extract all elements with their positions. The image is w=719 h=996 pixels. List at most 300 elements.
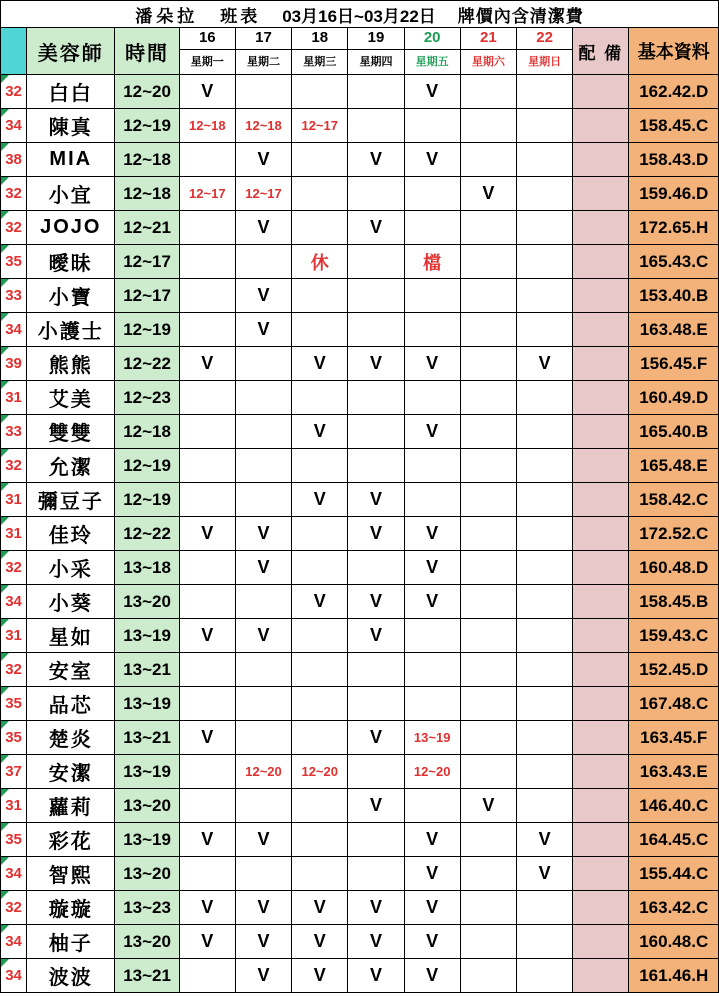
day-cell-21[interactable] bbox=[460, 687, 516, 721]
stylist-name: 熊熊 bbox=[27, 347, 115, 381]
day-cell-17[interactable]: 12~18 bbox=[235, 109, 291, 143]
day-cell-18[interactable]: V bbox=[292, 585, 348, 619]
day-cell-17[interactable]: V bbox=[235, 517, 291, 551]
work-time: 12~19 bbox=[115, 449, 179, 483]
day-cell-20[interactable] bbox=[404, 789, 460, 823]
day-cell-18[interactable]: V bbox=[292, 483, 348, 517]
day-cell-21[interactable] bbox=[460, 143, 516, 177]
day-cell-20[interactable] bbox=[404, 313, 460, 347]
day-cell-21[interactable] bbox=[460, 347, 516, 381]
day-cell-17[interactable]: V bbox=[235, 891, 291, 925]
day-cell-19[interactable] bbox=[348, 449, 404, 483]
day-cell-18[interactable]: V bbox=[292, 925, 348, 959]
work-time: 13~19 bbox=[115, 755, 179, 789]
stylist-name: 璇璇 bbox=[27, 891, 115, 925]
day-cell-16[interactable]: V bbox=[179, 619, 235, 653]
day-cell-20[interactable] bbox=[404, 449, 460, 483]
day-cell-16[interactable] bbox=[179, 211, 235, 245]
work-time: 12~21 bbox=[115, 211, 179, 245]
header-note: 配 備 bbox=[573, 28, 629, 75]
header-row bbox=[1, 28, 719, 75]
day-cell-22[interactable] bbox=[517, 483, 573, 517]
day-cell-18[interactable] bbox=[292, 177, 348, 211]
work-time: 13~20 bbox=[115, 789, 179, 823]
day-cell-17[interactable] bbox=[235, 585, 291, 619]
day-cell-20[interactable] bbox=[404, 687, 460, 721]
day-cell-20[interactable]: V bbox=[404, 925, 460, 959]
day-cell-20[interactable] bbox=[404, 381, 460, 415]
day-cell-22[interactable]: V bbox=[517, 823, 573, 857]
day-cell-22[interactable] bbox=[517, 381, 573, 415]
day-cell-21[interactable]: V bbox=[460, 177, 516, 211]
day-cell-16[interactable]: 12~17 bbox=[179, 177, 235, 211]
day-cell-17[interactable] bbox=[235, 381, 291, 415]
schedule-label: 班表 bbox=[220, 6, 261, 26]
stylist-name: 品芯 bbox=[27, 687, 115, 721]
day-cell-18[interactable] bbox=[292, 857, 348, 891]
work-time: 12~19 bbox=[115, 483, 179, 517]
day-cell-16[interactable]: V bbox=[179, 925, 235, 959]
day-cell-22[interactable] bbox=[517, 585, 573, 619]
base-info: 161.46.H bbox=[629, 959, 719, 993]
header-index bbox=[1, 28, 27, 75]
day-cell-16[interactable]: V bbox=[179, 75, 235, 109]
day-cell-20[interactable]: V bbox=[404, 415, 460, 449]
day-cell-16[interactable] bbox=[179, 755, 235, 789]
row-index: 31 bbox=[1, 789, 27, 823]
day-cell-17[interactable]: 12~17 bbox=[235, 177, 291, 211]
day-cell-17[interactable]: V bbox=[235, 551, 291, 585]
table-row bbox=[1, 619, 719, 653]
title-cell bbox=[1, 1, 719, 28]
work-time: 12~22 bbox=[115, 517, 179, 551]
base-info: 159.46.D bbox=[629, 177, 719, 211]
day-cell-20[interactable]: V bbox=[404, 891, 460, 925]
row-index: 31 bbox=[1, 619, 27, 653]
equipment-note bbox=[573, 279, 629, 313]
row-index: 34 bbox=[1, 857, 27, 891]
day-cell-16[interactable] bbox=[179, 279, 235, 313]
day-cell-18[interactable] bbox=[292, 551, 348, 585]
day-cell-19[interactable] bbox=[348, 245, 404, 279]
day-cell-16[interactable] bbox=[179, 551, 235, 585]
table-row bbox=[1, 313, 719, 347]
work-time: 12~19 bbox=[115, 313, 179, 347]
day-cell-16[interactable]: V bbox=[179, 891, 235, 925]
row-index: 32 bbox=[1, 653, 27, 687]
stylist-name: 安潔 bbox=[27, 755, 115, 789]
day-cell-22[interactable] bbox=[517, 143, 573, 177]
day-cell-21[interactable] bbox=[460, 109, 516, 143]
table-row bbox=[1, 177, 719, 211]
equipment-note bbox=[573, 449, 629, 483]
day-cell-21[interactable] bbox=[460, 75, 516, 109]
work-time: 13~21 bbox=[115, 959, 179, 993]
day-cell-20[interactable] bbox=[404, 653, 460, 687]
day-cell-22[interactable] bbox=[517, 891, 573, 925]
day-cell-16[interactable] bbox=[179, 653, 235, 687]
day-cell-18[interactable] bbox=[292, 653, 348, 687]
day-cell-20[interactable]: V bbox=[404, 75, 460, 109]
day-cell-21[interactable] bbox=[460, 517, 516, 551]
day-cell-19[interactable] bbox=[348, 381, 404, 415]
table-row bbox=[1, 245, 719, 279]
row-index: 35 bbox=[1, 687, 27, 721]
day-cell-22[interactable] bbox=[517, 789, 573, 823]
day-cell-19[interactable]: V bbox=[348, 143, 404, 177]
equipment-note bbox=[573, 551, 629, 585]
table-row bbox=[1, 891, 719, 925]
day-cell-17[interactable] bbox=[235, 449, 291, 483]
day-cell-17[interactable] bbox=[235, 245, 291, 279]
stylist-name: 彌豆子 bbox=[27, 483, 115, 517]
day-cell-20[interactable] bbox=[404, 177, 460, 211]
row-index: 32 bbox=[1, 449, 27, 483]
day-cell-17[interactable]: V bbox=[235, 211, 291, 245]
row-index: 35 bbox=[1, 245, 27, 279]
day-cell-17[interactable] bbox=[235, 687, 291, 721]
day-cell-21[interactable] bbox=[460, 211, 516, 245]
day-cell-16[interactable] bbox=[179, 585, 235, 619]
day-cell-22[interactable] bbox=[517, 653, 573, 687]
day-cell-19[interactable] bbox=[348, 653, 404, 687]
day-cell-16[interactable] bbox=[179, 245, 235, 279]
work-time: 12~17 bbox=[115, 279, 179, 313]
day-cell-17[interactable] bbox=[235, 721, 291, 755]
day-cell-21[interactable] bbox=[460, 721, 516, 755]
day-cell-18[interactable] bbox=[292, 721, 348, 755]
header-day-18 bbox=[292, 28, 348, 75]
base-info: 158.45.C bbox=[629, 109, 719, 143]
day-cell-18[interactable]: 休 bbox=[292, 245, 348, 279]
stylist-name: 蘿莉 bbox=[27, 789, 115, 823]
table-row bbox=[1, 211, 719, 245]
stylist-name: 安室 bbox=[27, 653, 115, 687]
base-info: 172.52.C bbox=[629, 517, 719, 551]
table-row bbox=[1, 347, 719, 381]
day-cell-22[interactable] bbox=[517, 109, 573, 143]
row-index: 34 bbox=[1, 313, 27, 347]
base-info: 165.43.C bbox=[629, 245, 719, 279]
stylist-name: 波波 bbox=[27, 959, 115, 993]
day-cell-19[interactable] bbox=[348, 75, 404, 109]
day-cell-19[interactable] bbox=[348, 755, 404, 789]
day-cell-19[interactable]: V bbox=[348, 721, 404, 755]
day-cell-16[interactable] bbox=[179, 857, 235, 891]
day-cell-16[interactable] bbox=[179, 959, 235, 993]
day-cell-22[interactable] bbox=[517, 313, 573, 347]
day-cell-16[interactable] bbox=[179, 449, 235, 483]
day-cell-19[interactable] bbox=[348, 415, 404, 449]
day-cell-19[interactable] bbox=[348, 857, 404, 891]
day-cell-17[interactable]: V bbox=[235, 143, 291, 177]
day-cell-22[interactable] bbox=[517, 687, 573, 721]
day-cell-21[interactable] bbox=[460, 551, 516, 585]
table-row bbox=[1, 857, 719, 891]
day-cell-20[interactable] bbox=[404, 109, 460, 143]
day-cell-19[interactable] bbox=[348, 823, 404, 857]
day-cell-18[interactable] bbox=[292, 381, 348, 415]
day-cell-18[interactable]: 12~20 bbox=[292, 755, 348, 789]
day-cell-20[interactable] bbox=[404, 483, 460, 517]
day-cell-22[interactable] bbox=[517, 245, 573, 279]
day-cell-17[interactable]: 12~20 bbox=[235, 755, 291, 789]
base-info: 165.48.E bbox=[629, 449, 719, 483]
day-cell-21[interactable] bbox=[460, 415, 516, 449]
table-row bbox=[1, 687, 719, 721]
day-cell-19[interactable] bbox=[348, 279, 404, 313]
table-row bbox=[1, 279, 719, 313]
equipment-note bbox=[573, 891, 629, 925]
day-cell-16[interactable]: V bbox=[179, 823, 235, 857]
row-index: 33 bbox=[1, 279, 27, 313]
day-cell-18[interactable]: V bbox=[292, 959, 348, 993]
row-index: 37 bbox=[1, 755, 27, 789]
day-cell-20[interactable] bbox=[404, 619, 460, 653]
day-cell-22[interactable] bbox=[517, 177, 573, 211]
shop-name: 潘朵拉 bbox=[135, 6, 199, 26]
day-cell-16[interactable] bbox=[179, 789, 235, 823]
day-cell-18[interactable] bbox=[292, 619, 348, 653]
day-cell-16[interactable]: V bbox=[179, 517, 235, 551]
stylist-name: 小宜 bbox=[27, 177, 115, 211]
work-time: 13~20 bbox=[115, 857, 179, 891]
day-cell-16[interactable]: V bbox=[179, 347, 235, 381]
day-cell-21[interactable] bbox=[460, 313, 516, 347]
day-cell-17[interactable]: V bbox=[235, 823, 291, 857]
stylist-name: 艾美 bbox=[27, 381, 115, 415]
day-cell-18[interactable] bbox=[292, 789, 348, 823]
base-info: 167.48.C bbox=[629, 687, 719, 721]
day-cell-18[interactable]: 12~17 bbox=[292, 109, 348, 143]
day-cell-17[interactable] bbox=[235, 789, 291, 823]
day-cell-18[interactable] bbox=[292, 687, 348, 721]
equipment-note bbox=[573, 415, 629, 449]
day-cell-17[interactable] bbox=[235, 653, 291, 687]
day-cell-20[interactable]: V bbox=[404, 143, 460, 177]
row-index: 31 bbox=[1, 517, 27, 551]
day-cell-16[interactable]: 12~18 bbox=[179, 109, 235, 143]
day-cell-18[interactable] bbox=[292, 823, 348, 857]
day-cell-17[interactable]: V bbox=[235, 279, 291, 313]
day-cell-19[interactable]: V bbox=[348, 959, 404, 993]
day-cell-19[interactable]: V bbox=[348, 211, 404, 245]
stylist-name: 楚炎 bbox=[27, 721, 115, 755]
day-cell-18[interactable] bbox=[292, 279, 348, 313]
day-cell-18[interactable] bbox=[292, 313, 348, 347]
row-index: 34 bbox=[1, 109, 27, 143]
stylist-name: JOJO bbox=[27, 211, 115, 245]
work-time: 12~22 bbox=[115, 347, 179, 381]
day-cell-20[interactable]: 12~20 bbox=[404, 755, 460, 789]
day-cell-19[interactable] bbox=[348, 313, 404, 347]
equipment-note bbox=[573, 721, 629, 755]
day-cell-17[interactable]: V bbox=[235, 619, 291, 653]
work-time: 13~23 bbox=[115, 891, 179, 925]
day-cell-22[interactable]: V bbox=[517, 347, 573, 381]
day-cell-20[interactable]: V bbox=[404, 517, 460, 551]
day-cell-21[interactable] bbox=[460, 653, 516, 687]
day-cell-22[interactable] bbox=[517, 619, 573, 653]
day-cell-20[interactable]: V bbox=[404, 551, 460, 585]
day-cell-22[interactable] bbox=[517, 415, 573, 449]
day-number: 19 bbox=[348, 29, 403, 50]
day-cell-19[interactable]: V bbox=[348, 517, 404, 551]
row-index: 35 bbox=[1, 823, 27, 857]
day-cell-17[interactable] bbox=[235, 415, 291, 449]
day-cell-18[interactable]: V bbox=[292, 347, 348, 381]
base-info: 163.45.F bbox=[629, 721, 719, 755]
base-info: 152.45.D bbox=[629, 653, 719, 687]
day-cell-22[interactable] bbox=[517, 755, 573, 789]
stylist-name: 佳玲 bbox=[27, 517, 115, 551]
header-day-20 bbox=[404, 28, 460, 75]
work-time: 13~18 bbox=[115, 551, 179, 585]
day-cell-22[interactable] bbox=[517, 279, 573, 313]
base-info: 153.40.B bbox=[629, 279, 719, 313]
table-row bbox=[1, 415, 719, 449]
day-cell-19[interactable]: V bbox=[348, 483, 404, 517]
day-cell-18[interactable] bbox=[292, 517, 348, 551]
day-cell-19[interactable] bbox=[348, 687, 404, 721]
day-cell-16[interactable] bbox=[179, 143, 235, 177]
equipment-note bbox=[573, 517, 629, 551]
day-cell-21[interactable] bbox=[460, 245, 516, 279]
day-cell-22[interactable] bbox=[517, 211, 573, 245]
stylist-name: 小葵 bbox=[27, 585, 115, 619]
row-index: 31 bbox=[1, 381, 27, 415]
day-cell-21[interactable] bbox=[460, 755, 516, 789]
day-cell-18[interactable] bbox=[292, 143, 348, 177]
day-cell-21[interactable]: V bbox=[460, 789, 516, 823]
day-cell-22[interactable] bbox=[517, 449, 573, 483]
day-cell-17[interactable]: V bbox=[235, 313, 291, 347]
day-cell-21[interactable] bbox=[460, 823, 516, 857]
day-cell-22[interactable] bbox=[517, 551, 573, 585]
day-number: 16 bbox=[180, 29, 235, 50]
day-cell-18[interactable] bbox=[292, 75, 348, 109]
day-cell-19[interactable] bbox=[348, 551, 404, 585]
day-cell-16[interactable] bbox=[179, 687, 235, 721]
table-row bbox=[1, 925, 719, 959]
work-time: 13~20 bbox=[115, 585, 179, 619]
day-weekday: 星期四 bbox=[359, 55, 393, 68]
day-cell-16[interactable] bbox=[179, 483, 235, 517]
day-cell-21[interactable] bbox=[460, 279, 516, 313]
day-cell-22[interactable] bbox=[517, 721, 573, 755]
work-time: 12~18 bbox=[115, 177, 179, 211]
equipment-note bbox=[573, 959, 629, 993]
day-cell-17[interactable] bbox=[235, 857, 291, 891]
day-cell-17[interactable] bbox=[235, 75, 291, 109]
equipment-note bbox=[573, 925, 629, 959]
day-cell-19[interactable]: V bbox=[348, 347, 404, 381]
day-cell-18[interactable]: V bbox=[292, 415, 348, 449]
base-info: 155.44.C bbox=[629, 857, 719, 891]
day-cell-18[interactable] bbox=[292, 211, 348, 245]
base-info: 146.40.C bbox=[629, 789, 719, 823]
header-stylist: 美容師 bbox=[27, 28, 115, 75]
day-cell-20[interactable]: 檔 bbox=[404, 245, 460, 279]
day-cell-16[interactable]: V bbox=[179, 721, 235, 755]
day-cell-19[interactable]: V bbox=[348, 925, 404, 959]
day-cell-20[interactable]: V bbox=[404, 347, 460, 381]
day-cell-20[interactable]: V bbox=[404, 959, 460, 993]
base-info: 158.42.C bbox=[629, 483, 719, 517]
header-time: 時間 bbox=[115, 28, 179, 75]
day-cell-17[interactable]: V bbox=[235, 925, 291, 959]
work-time: 13~19 bbox=[115, 823, 179, 857]
stylist-name: 允潔 bbox=[27, 449, 115, 483]
day-cell-22[interactable] bbox=[517, 959, 573, 993]
day-cell-17[interactable] bbox=[235, 347, 291, 381]
stylist-name: 星如 bbox=[27, 619, 115, 653]
day-cell-19[interactable] bbox=[348, 177, 404, 211]
day-cell-20[interactable]: V bbox=[404, 585, 460, 619]
day-cell-19[interactable]: V bbox=[348, 891, 404, 925]
day-cell-20[interactable]: V bbox=[404, 857, 460, 891]
table-row bbox=[1, 959, 719, 993]
equipment-note bbox=[573, 857, 629, 891]
day-cell-21[interactable] bbox=[460, 381, 516, 415]
day-cell-21[interactable] bbox=[460, 959, 516, 993]
header-day-19 bbox=[348, 28, 404, 75]
header-day-21 bbox=[460, 28, 516, 75]
equipment-note bbox=[573, 483, 629, 517]
day-cell-21[interactable] bbox=[460, 619, 516, 653]
day-cell-21[interactable] bbox=[460, 449, 516, 483]
day-cell-16[interactable] bbox=[179, 381, 235, 415]
day-cell-20[interactable]: 13~19 bbox=[404, 721, 460, 755]
day-cell-20[interactable] bbox=[404, 211, 460, 245]
equipment-note bbox=[573, 789, 629, 823]
header-day-22 bbox=[517, 28, 573, 75]
table-row bbox=[1, 483, 719, 517]
base-info: 172.65.H bbox=[629, 211, 719, 245]
day-cell-21[interactable] bbox=[460, 891, 516, 925]
day-cell-21[interactable] bbox=[460, 585, 516, 619]
day-cell-19[interactable]: V bbox=[348, 789, 404, 823]
date-range: 03月16日~03月22日 bbox=[282, 6, 436, 26]
day-cell-16[interactable] bbox=[179, 415, 235, 449]
day-cell-19[interactable] bbox=[348, 109, 404, 143]
day-cell-16[interactable] bbox=[179, 313, 235, 347]
day-cell-22[interactable] bbox=[517, 75, 573, 109]
day-cell-22[interactable]: V bbox=[517, 857, 573, 891]
base-info: 165.40.B bbox=[629, 415, 719, 449]
title-row bbox=[1, 1, 719, 28]
day-cell-18[interactable] bbox=[292, 449, 348, 483]
work-time: 12~17 bbox=[115, 245, 179, 279]
day-cell-17[interactable] bbox=[235, 483, 291, 517]
day-cell-20[interactable] bbox=[404, 279, 460, 313]
base-info: 158.45.B bbox=[629, 585, 719, 619]
row-index: 31 bbox=[1, 483, 27, 517]
day-cell-21[interactable] bbox=[460, 857, 516, 891]
day-cell-21[interactable] bbox=[460, 925, 516, 959]
day-cell-20[interactable]: V bbox=[404, 823, 460, 857]
stylist-name: 智熙 bbox=[27, 857, 115, 891]
base-info: 160.48.C bbox=[629, 925, 719, 959]
day-cell-22[interactable] bbox=[517, 517, 573, 551]
day-cell-17[interactable]: V bbox=[235, 959, 291, 993]
day-cell-19[interactable]: V bbox=[348, 619, 404, 653]
day-cell-18[interactable]: V bbox=[292, 891, 348, 925]
day-cell-21[interactable] bbox=[460, 483, 516, 517]
table-row bbox=[1, 517, 719, 551]
day-cell-22[interactable] bbox=[517, 925, 573, 959]
day-cell-19[interactable]: V bbox=[348, 585, 404, 619]
